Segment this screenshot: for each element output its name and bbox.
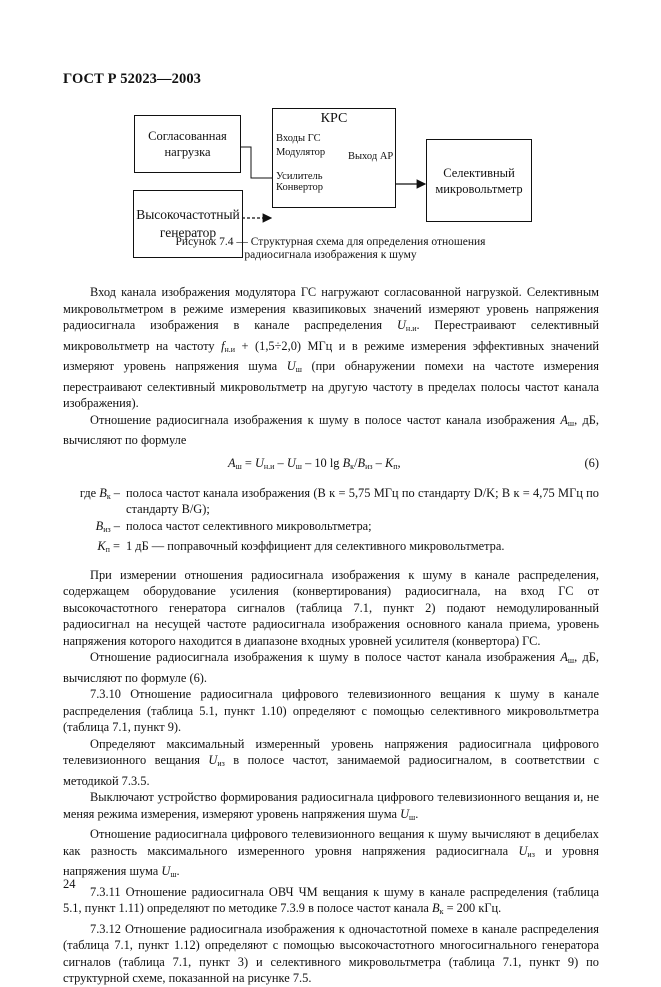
paragraph-7-3-12: 7.3.12 Отношение радиосигнала изображения к одночастотной помехе в канале распределения (таблица 7.1, пункт 1.12) определяют с помощью высокочастотного многосигнального генератора сигналов (таблица 7.1, пункт 3) и селективного микровольтметра (таблица 7.1, пункт 9) по структурной схеме, показанной на рисунке 7.5.	[63, 921, 599, 985]
matched-load-line2: нагрузка	[164, 145, 211, 159]
paragraph-8: Отношение радиосигнала цифрового телевизионного вещания к шуму вычисляют в децибелах как разность максимального измеренного уровня напряжения радиосигнала $U_{из}$ и уровня напряжения шума $U_ш$.	[63, 827, 599, 879]
definition-item: где $B_к$ – полоса частот канала изображения (B к = 5,75 МГц по стандарту D/K; B к = 4,75 МГц по стандарту B/G);	[79, 485, 599, 516]
paragraph-1: Вход канала изображения модулятора ГС нагружают согласованной нагрузкой. Селективным микровольтметром в режиме измерения квазипиковых значений измеряют уровень напряжения радиосигнала изображения в канале распределения $U_{н.и}$. Перестраивают селективный микровольтметр на частоту $f_{н.и} + (1,5\div 2,0)$ МГц и в режиме измерения эффективных значений измеряют уровень напряжения шума $U_ш$ (при обнаружении помехи на частоте измерения перестраивают селективный микровольтметр на другую частоту в пределах полосы частот канала изображения).	[63, 285, 600, 410]
formula-number: (6)	[584, 455, 599, 470]
figure-caption	[0, 236, 661, 262]
paragraph-6: Определяют максимальный измеренный уровень напряжения радиосигнала цифрового телевизионного вещания $U_{из}$ в полосе частот, занимаемой радиосигналом, в соответствии с методикой 7.3.5.	[63, 736, 599, 788]
paragraph-4: Отношение радиосигнала изображения к шуму в полосе частот канала изображения $A_ш$, дБ, вычисляют по формуле (6).	[63, 650, 599, 685]
krc-box	[272, 108, 396, 208]
definitions-list	[63, 485, 599, 559]
paragraph-7-3-10: 7.3.10 Отношение радиосигнала цифрового телевизионного вещания к шуму в канале распределения (таблица 5.1, пункт 1.10) определяют с помощью селективного микровольтметра (таблица 7.1, пункт 9).	[63, 687, 599, 734]
paragraph-2: Отношение радиосигнала изображения к шуму в полосе частот канала изображения $A_ш$, дБ, вычисляют по формуле	[63, 412, 599, 447]
microvoltmeter-line2: микровольтметр	[435, 181, 523, 196]
body-text	[63, 284, 599, 987]
definition-item: $K_п$ = 1 дБ — поправочный коэффициент для селективного микровольтметра.	[97, 539, 505, 554]
hf-generator-line1: Высокочастотный	[136, 207, 240, 222]
krc-output-label: Выход АР	[348, 151, 394, 162]
definition-item: $B_{из}$ – полоса частот селективного микровольтметра;	[95, 518, 372, 534]
krc-inputs-label: Входы ГС	[276, 133, 321, 144]
selective-microvoltmeter-box	[426, 139, 532, 222]
krc-converter-label: Конвертор	[276, 182, 323, 193]
paragraph-7-3-11: 7.3.11 Отношение радиосигнала ОВЧ ЧМ вещания к шуму в канале распределения (таблица 5.1, пункт 1.11) определяют по методике 7.3.9 в полосе частот канала $B_к = 200$ кГц.	[63, 884, 599, 916]
formula-expression: $A_ш = U_{н.и} - U_ш - 10$ $\lg B_к/B_{из} - K_п$,	[228, 455, 401, 471]
document-header: ГОСТ Р 52023—2003	[63, 71, 202, 87]
microvoltmeter-line1: Селективный	[443, 165, 515, 180]
caption-line1: Рисунок 7.4 — Структурная схема для определения отношения	[175, 236, 486, 248]
hf-generator-line2: генератор	[159, 225, 217, 240]
paragraph-7: Выключают устройство формирования радиосигнала цифрового телевизионного вещания и, не меняя режима измерения, измеряют уровень напряжения шума $U_ш$.	[63, 790, 599, 822]
matched-load-box	[134, 115, 241, 173]
formula-6	[63, 449, 599, 479]
block-diagram	[0, 0, 661, 260]
paragraph-3: При измерении отношения радиосигнала изображения к шуму в канале распределения, содержащем оборудование усиления (конвертирования) радиосигнала, на вход ГС от высокочастотного генератора сигналов (таблица 7.1, пункт 2) подают немодулированный радиосигнал на несущей частоте радиосигнала изображения основного канала приема, уровень напряжения которого находится в диапазоне входных уровней усилителя (конвертора) ГС.	[63, 567, 599, 648]
caption-line2: радиосигнала изображения к шуму	[244, 249, 417, 261]
krc-amplifier-label: Усилитель	[276, 171, 323, 182]
matched-load-line1: Согласованная	[148, 129, 227, 143]
krc-modulator-label: Модулятор	[276, 147, 326, 158]
krc-title: КРС	[320, 111, 348, 126]
page-number: 24	[63, 877, 76, 891]
